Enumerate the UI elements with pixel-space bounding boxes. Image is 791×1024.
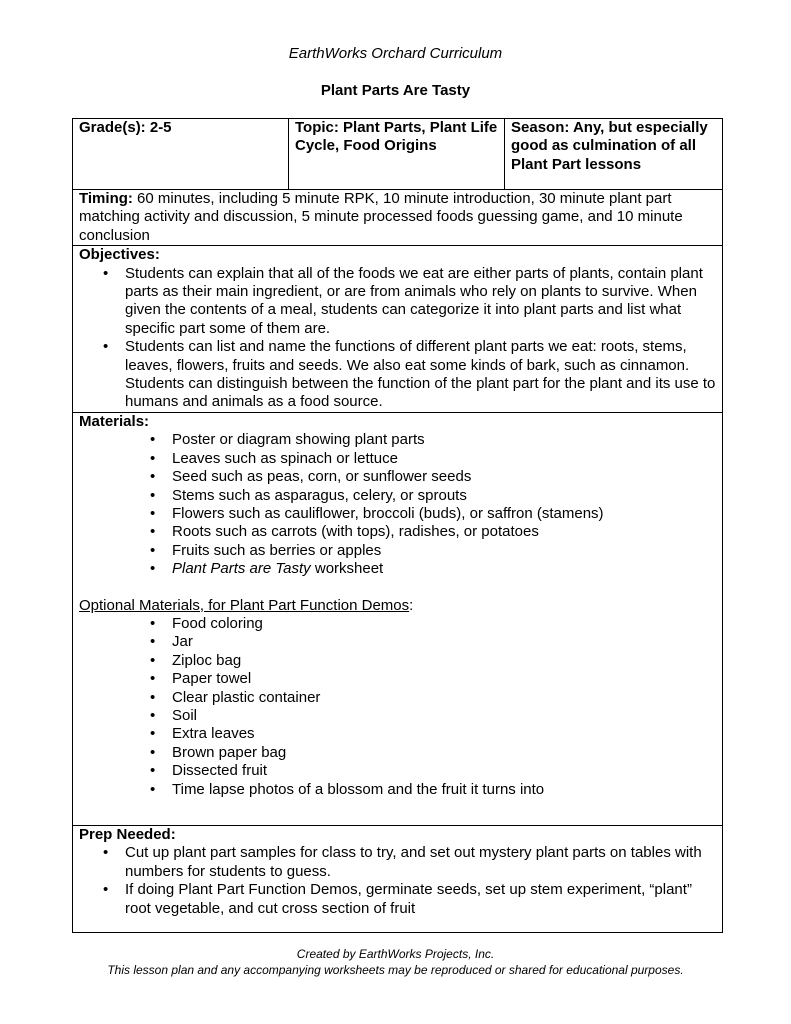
topic-cell: Topic: Plant Parts, Plant Life Cycle, Food Origins (289, 119, 505, 190)
list-item: • Soil (172, 707, 716, 725)
timing-cell (73, 190, 723, 246)
list-item: • Ziploc bag (172, 652, 716, 670)
optional-heading-text: Optional Materials, for Plant Part Function Demos (79, 596, 410, 614)
prep-list (79, 844, 716, 918)
list-item: • Roots such as carrots (with tops), radishes, or potatoes (172, 523, 716, 541)
curriculum-name: EarthWorks Orchard Curriculum (288, 45, 503, 62)
lesson-plan-table (72, 118, 723, 933)
list-item: • Leaves such as spinach or lettuce (172, 450, 716, 468)
materials-list (79, 431, 716, 578)
list-item: • Stems such as asparagus, celery, or sprouts (172, 487, 716, 505)
footer-license: This lesson plan and any accompanying worksheets may be reproduced or shared for educational purposes. (107, 963, 684, 977)
season-cell: Season: Any, but especially good as culmination of all Plant Part lessons (505, 119, 723, 190)
list-item: • Poster or diagram showing plant parts (172, 431, 716, 449)
materials-cell (73, 412, 723, 825)
prep-cell (73, 825, 723, 932)
timing-label: Timing: (79, 190, 133, 207)
list-item: • Dissected fruit (172, 762, 716, 780)
objectives-label: Objectives: (79, 246, 160, 264)
lesson-title: Plant Parts Are Tasty (320, 82, 471, 99)
list-item: • Food coloring (172, 615, 716, 633)
optional-materials-heading (79, 597, 716, 615)
timing-text: 60 minutes, including 5 minute RPK, 10 minute introduction, 30 minute plant part matching activity and discussion, 5 minute processed foods guessing game, and 10 minute conclusion (79, 190, 683, 244)
optional-materials-list (79, 615, 716, 799)
prep-label: Prep Needed: (79, 825, 176, 843)
list-item: • If doing Plant Part Function Demos, germinate seeds, set up stem experiment, “plant” root vegetable, and cut cross section of fruit (125, 881, 716, 918)
list-item: • Flowers such as cauliflower, broccoli (buds), or saffron (stamens) (172, 505, 716, 523)
objectives-list (79, 265, 716, 412)
list-item: • Seed such as peas, corn, or sunflower seeds (172, 468, 716, 486)
worksheet-title: Plant Parts are Tasty (172, 560, 311, 578)
list-item: • Time lapse photos of a blossom and the fruit it turns into (172, 781, 716, 799)
optional-heading-colon: : (409, 596, 414, 614)
list-item: • Extra leaves (172, 725, 716, 743)
materials-label: Materials: (79, 412, 150, 430)
list-item: • Fruits such as berries or apples (172, 542, 716, 560)
footer-credit: Created by EarthWorks Projects, Inc. (296, 947, 495, 961)
list-item: • Clear plastic container (172, 689, 716, 707)
list-item: • Cut up plant part samples for class to try, and set out mystery plant parts on tables with numbers for students to guess. (125, 844, 716, 881)
grades-cell: Grade(s): 2-5 (73, 119, 289, 190)
list-item: • Brown paper bag (172, 744, 716, 762)
list-item: • Students can explain that all of the foods we eat are either parts of plants, contain plant parts as their main ingredient, or are from animals who rely on plants to survive. When given the contents of a meal, students can categorize it into plant parts and list what specific part some of them are. (125, 265, 716, 339)
worksheet-suffix: worksheet (310, 560, 384, 578)
objectives-cell (73, 246, 723, 413)
list-item: • Jar (172, 633, 716, 651)
list-item: • Paper towel (172, 670, 716, 688)
list-item: • Students can list and name the functions of different plant parts we eat: roots, stems, leaves, flowers, fruits and seeds. We also eat some kinds of bark, such as cinnamon. Students can distinguish between the function of the plant part for the plant and its use to humans and animals as a food source. (125, 338, 716, 412)
list-item (172, 560, 716, 578)
